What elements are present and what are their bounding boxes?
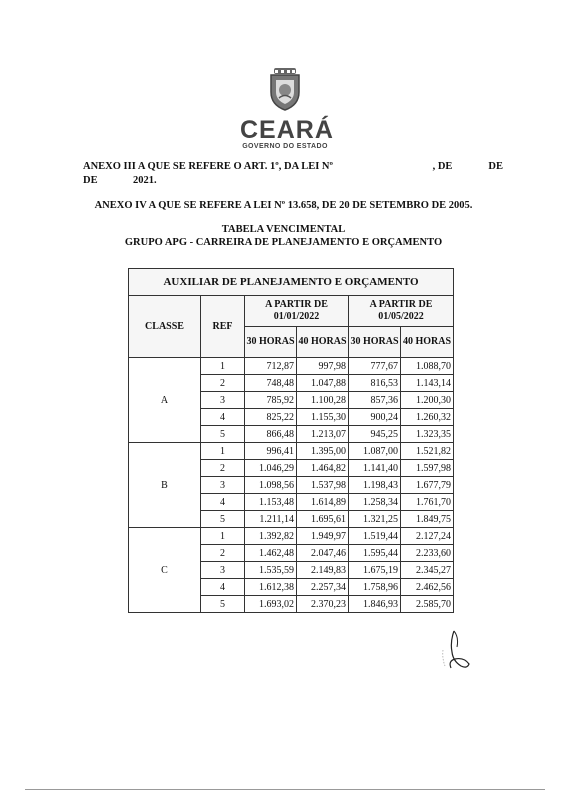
salary-value-cell: 1.693,02 (245, 596, 297, 613)
coat-of-arms-icon (265, 66, 305, 112)
salary-value-cell: 1.087,00 (349, 443, 401, 460)
salary-value-cell: 2.047,46 (297, 545, 349, 562)
salary-value-cell: 785,92 (245, 392, 297, 409)
salary-value-cell: 2.149,83 (297, 562, 349, 579)
salary-value-cell: 1.153,48 (245, 494, 297, 511)
ref-cell: 2 (201, 460, 245, 477)
salary-value-cell: 900,24 (349, 409, 401, 426)
ref-cell: 4 (201, 494, 245, 511)
salary-value-cell: 2.257,34 (297, 579, 349, 596)
salary-value-cell: 1.949,97 (297, 528, 349, 545)
classe-cell: C (129, 528, 201, 613)
header-30-horas-2: 30 HORAS (349, 327, 401, 358)
ref-cell: 5 (201, 596, 245, 613)
table-title (0, 223, 567, 249)
state-logo (240, 66, 334, 151)
ref-cell: 4 (201, 409, 245, 426)
salary-value-cell: 1.462,48 (245, 545, 297, 562)
table-title-line-2: GRUPO APG - CARREIRA DE PLANEJAMENTO E ORÇAMENTO (124, 237, 443, 248)
salary-value-cell: 1.088,70 (401, 358, 454, 375)
salary-value-cell: 1.519,44 (349, 528, 401, 545)
salary-value-cell: 1.143,14 (401, 375, 454, 392)
brand-subtitle: GOVERNO DO ESTADO (242, 143, 328, 150)
salary-value-cell: 1.535,59 (245, 562, 297, 579)
annex-iv-reference: ANEXO IV A QUE SE REFERE A LEI Nº 13.658, DE 20 DE SETEMBRO DE 2005. (94, 200, 473, 211)
salary-value-cell: 2.127,24 (401, 528, 454, 545)
salary-value-cell: 1.758,96 (349, 579, 401, 596)
header-ref: REF (201, 296, 245, 358)
salary-value-cell: 1.675,19 (349, 562, 401, 579)
annex-line-2-de: DE (83, 175, 98, 186)
salary-value-cell: 2.370,23 (297, 596, 349, 613)
salary-value-cell: 748,48 (245, 375, 297, 392)
ref-cell: 3 (201, 392, 245, 409)
ref-cell: 2 (201, 545, 245, 562)
salary-value-cell: 1.198,43 (349, 477, 401, 494)
ref-cell: 1 (201, 443, 245, 460)
ref-cell: 5 (201, 426, 245, 443)
salary-value-cell: 1.046,29 (245, 460, 297, 477)
salary-value-cell: 1.614,89 (297, 494, 349, 511)
salary-value-cell: 1.211,14 (245, 511, 297, 528)
salary-value-cell: 777,67 (349, 358, 401, 375)
annex-line-1 (83, 160, 503, 174)
salary-value-cell: 1.537,98 (297, 477, 349, 494)
salary-value-cell: 1.321,25 (349, 511, 401, 528)
salary-value-cell: 1.258,34 (349, 494, 401, 511)
ref-cell: 3 (201, 477, 245, 494)
salary-value-cell: 1.677,79 (401, 477, 454, 494)
salary-value-cell: 1.695,61 (297, 511, 349, 528)
signature (440, 628, 474, 672)
salary-value-cell: 1.047,88 (297, 375, 349, 392)
salary-value-cell: 1.155,30 (297, 409, 349, 426)
annex-line-1-de2: DE (488, 161, 503, 172)
table-row (129, 443, 454, 460)
salary-value-cell: 997,98 (297, 358, 349, 375)
salary-value-cell: 712,87 (245, 358, 297, 375)
salary-value-cell: 2.585,70 (401, 596, 454, 613)
salary-value-cell: 1.100,28 (297, 392, 349, 409)
annex-line-2 (83, 174, 503, 188)
annex-line-1-text: ANEXO III A QUE SE REFERE O ART. 1º, DA LEI Nº (83, 161, 333, 172)
header-period-2: A PARTIR DE 01/05/2022 (349, 296, 454, 327)
annex-reference (83, 160, 503, 188)
table-row (129, 528, 454, 545)
header-period-1: A PARTIR DE 01/01/2022 (245, 296, 349, 327)
ref-cell: 1 (201, 528, 245, 545)
salary-value-cell: 1.395,00 (297, 443, 349, 460)
salary-value-cell: 1.464,82 (297, 460, 349, 477)
salary-value-cell: 1.846,93 (349, 596, 401, 613)
salary-value-cell: 1.141,40 (349, 460, 401, 477)
salary-value-cell: 1.098,56 (245, 477, 297, 494)
salary-value-cell: 1.213,07 (297, 426, 349, 443)
ref-cell: 5 (201, 511, 245, 528)
salary-table (128, 268, 454, 613)
ref-cell: 3 (201, 562, 245, 579)
salary-value-cell: 1.392,82 (245, 528, 297, 545)
salary-value-cell: 825,22 (245, 409, 297, 426)
header-40-horas-2: 40 HORAS (401, 327, 454, 358)
classe-cell: B (129, 443, 201, 528)
table-row (129, 358, 454, 375)
salary-value-cell: 1.597,98 (401, 460, 454, 477)
header-40-horas-1: 40 HORAS (297, 327, 349, 358)
ref-cell: 4 (201, 579, 245, 596)
salary-value-cell: 1.849,75 (401, 511, 454, 528)
salary-value-cell: 1.521,82 (401, 443, 454, 460)
table-caption: AUXILIAR DE PLANEJAMENTO E ORÇAMENTO (129, 269, 454, 296)
footer-rule (25, 789, 545, 790)
annex-line-1-de: , DE (432, 161, 453, 172)
salary-value-cell: 1.260,32 (401, 409, 454, 426)
brand-name: CEARÁ (240, 116, 334, 144)
salary-value-cell: 1.761,70 (401, 494, 454, 511)
salary-value-cell: 1.200,30 (401, 392, 454, 409)
salary-value-cell: 2.345,27 (401, 562, 454, 579)
classe-cell: A (129, 358, 201, 443)
salary-value-cell: 866,48 (245, 426, 297, 443)
ref-cell: 1 (201, 358, 245, 375)
salary-value-cell: 945,25 (349, 426, 401, 443)
salary-value-cell: 816,53 (349, 375, 401, 392)
header-classe: CLASSE (129, 296, 201, 358)
header-30-horas-1: 30 HORAS (245, 327, 297, 358)
salary-value-cell: 1.595,44 (349, 545, 401, 562)
salary-value-cell: 996,41 (245, 443, 297, 460)
salary-value-cell: 857,36 (349, 392, 401, 409)
ref-cell: 2 (201, 375, 245, 392)
salary-value-cell: 2.462,56 (401, 579, 454, 596)
salary-value-cell: 1.612,38 (245, 579, 297, 596)
table-title-line-1: TABELA VENCIMENTAL (221, 224, 346, 235)
salary-value-cell: 1.323,35 (401, 426, 454, 443)
salary-value-cell: 2.233,60 (401, 545, 454, 562)
annex-line-2-year: 2021. (133, 175, 157, 186)
